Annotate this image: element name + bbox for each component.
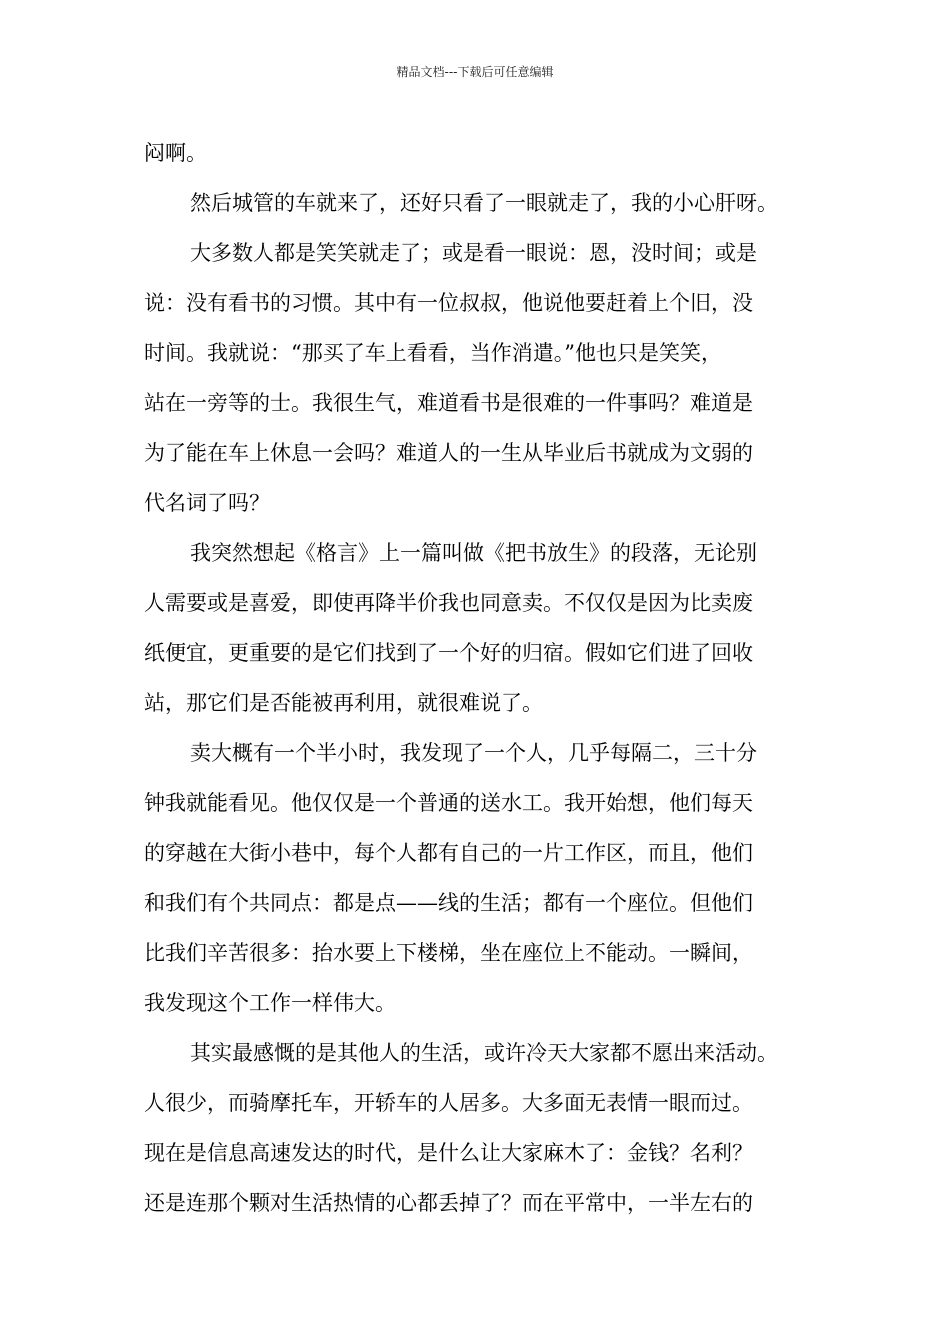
text-line: 其实最感慨的是其他人的生活，或许冷天大家都不愿出来活动。: [190, 1041, 778, 1065]
text-line: 然后城管的车就来了，还好只看了一眼就走了，我的小心肝呀。: [190, 191, 778, 215]
text-line: 站在一旁等的士。我很生气，难道看书是很难的一件事吗？难道是: [144, 391, 753, 415]
text-line: 纸便宜，更重要的是它们找到了一个好的归宿。假如它们进了回收: [144, 641, 753, 665]
text-line: 说：没有看书的习惯。其中有一位叔叔，他说他要赶着上个旧，没: [144, 291, 753, 315]
text-line: 代名词了吗？: [144, 491, 270, 515]
text-line: 现在是信息高速发达的时代，是什么让大家麻木了：金钱？名利？: [144, 1141, 753, 1165]
text-line: 钟我就能看见。他仅仅是一个普通的送水工。我开始想，他们每天: [144, 791, 753, 815]
text-line: 和我们有个共同点：都是点——线的生活；都有一个座位。但他们: [144, 891, 753, 915]
text-line: 为了能在车上休息一会吗？难道人的一生从毕业后书就成为文弱的: [144, 441, 753, 465]
page-header: 精品文档---下载后可任意编辑: [396, 65, 554, 79]
text-line: 我突然想起《格言》上一篇叫做《把书放生》的段落，无论别: [190, 541, 757, 565]
text-line: 时间。我就说：“那买了车上看看，当作消遣。”他也只是笑笑，: [144, 341, 722, 365]
text-line: 闷啊。: [144, 141, 207, 165]
text-line: 我发现这个工作一样伟大。: [144, 991, 396, 1015]
text-line: 的穿越在大街小巷中，每个人都有自己的一片工作区，而且，他们: [144, 841, 753, 865]
text-line: 比我们辛苦很多：抬水要上下楼梯，坐在座位上不能动。一瞬间，: [144, 941, 753, 965]
text-line: 卖大概有一个半小时，我发现了一个人，几乎每隔二，三十分: [190, 741, 757, 765]
text-line: 还是连那个颗对生活热情的心都丢掉了？而在平常中，一半左右的: [144, 1191, 753, 1215]
text-line: 大多数人都是笑笑就走了；或是看一眼说：恩，没时间；或是: [190, 241, 757, 265]
document-body: [144, 128, 814, 1228]
text-line: 站，那它们是否能被再利用，就很难说了。: [144, 691, 543, 715]
text-line: 人需要或是喜爱，即使再降半价我也同意卖。不仅仅是因为比卖废: [144, 591, 753, 615]
text-line: 人很少，而骑摩托车，开轿车的人居多。大多面无表情一眼而过。: [144, 1091, 753, 1115]
